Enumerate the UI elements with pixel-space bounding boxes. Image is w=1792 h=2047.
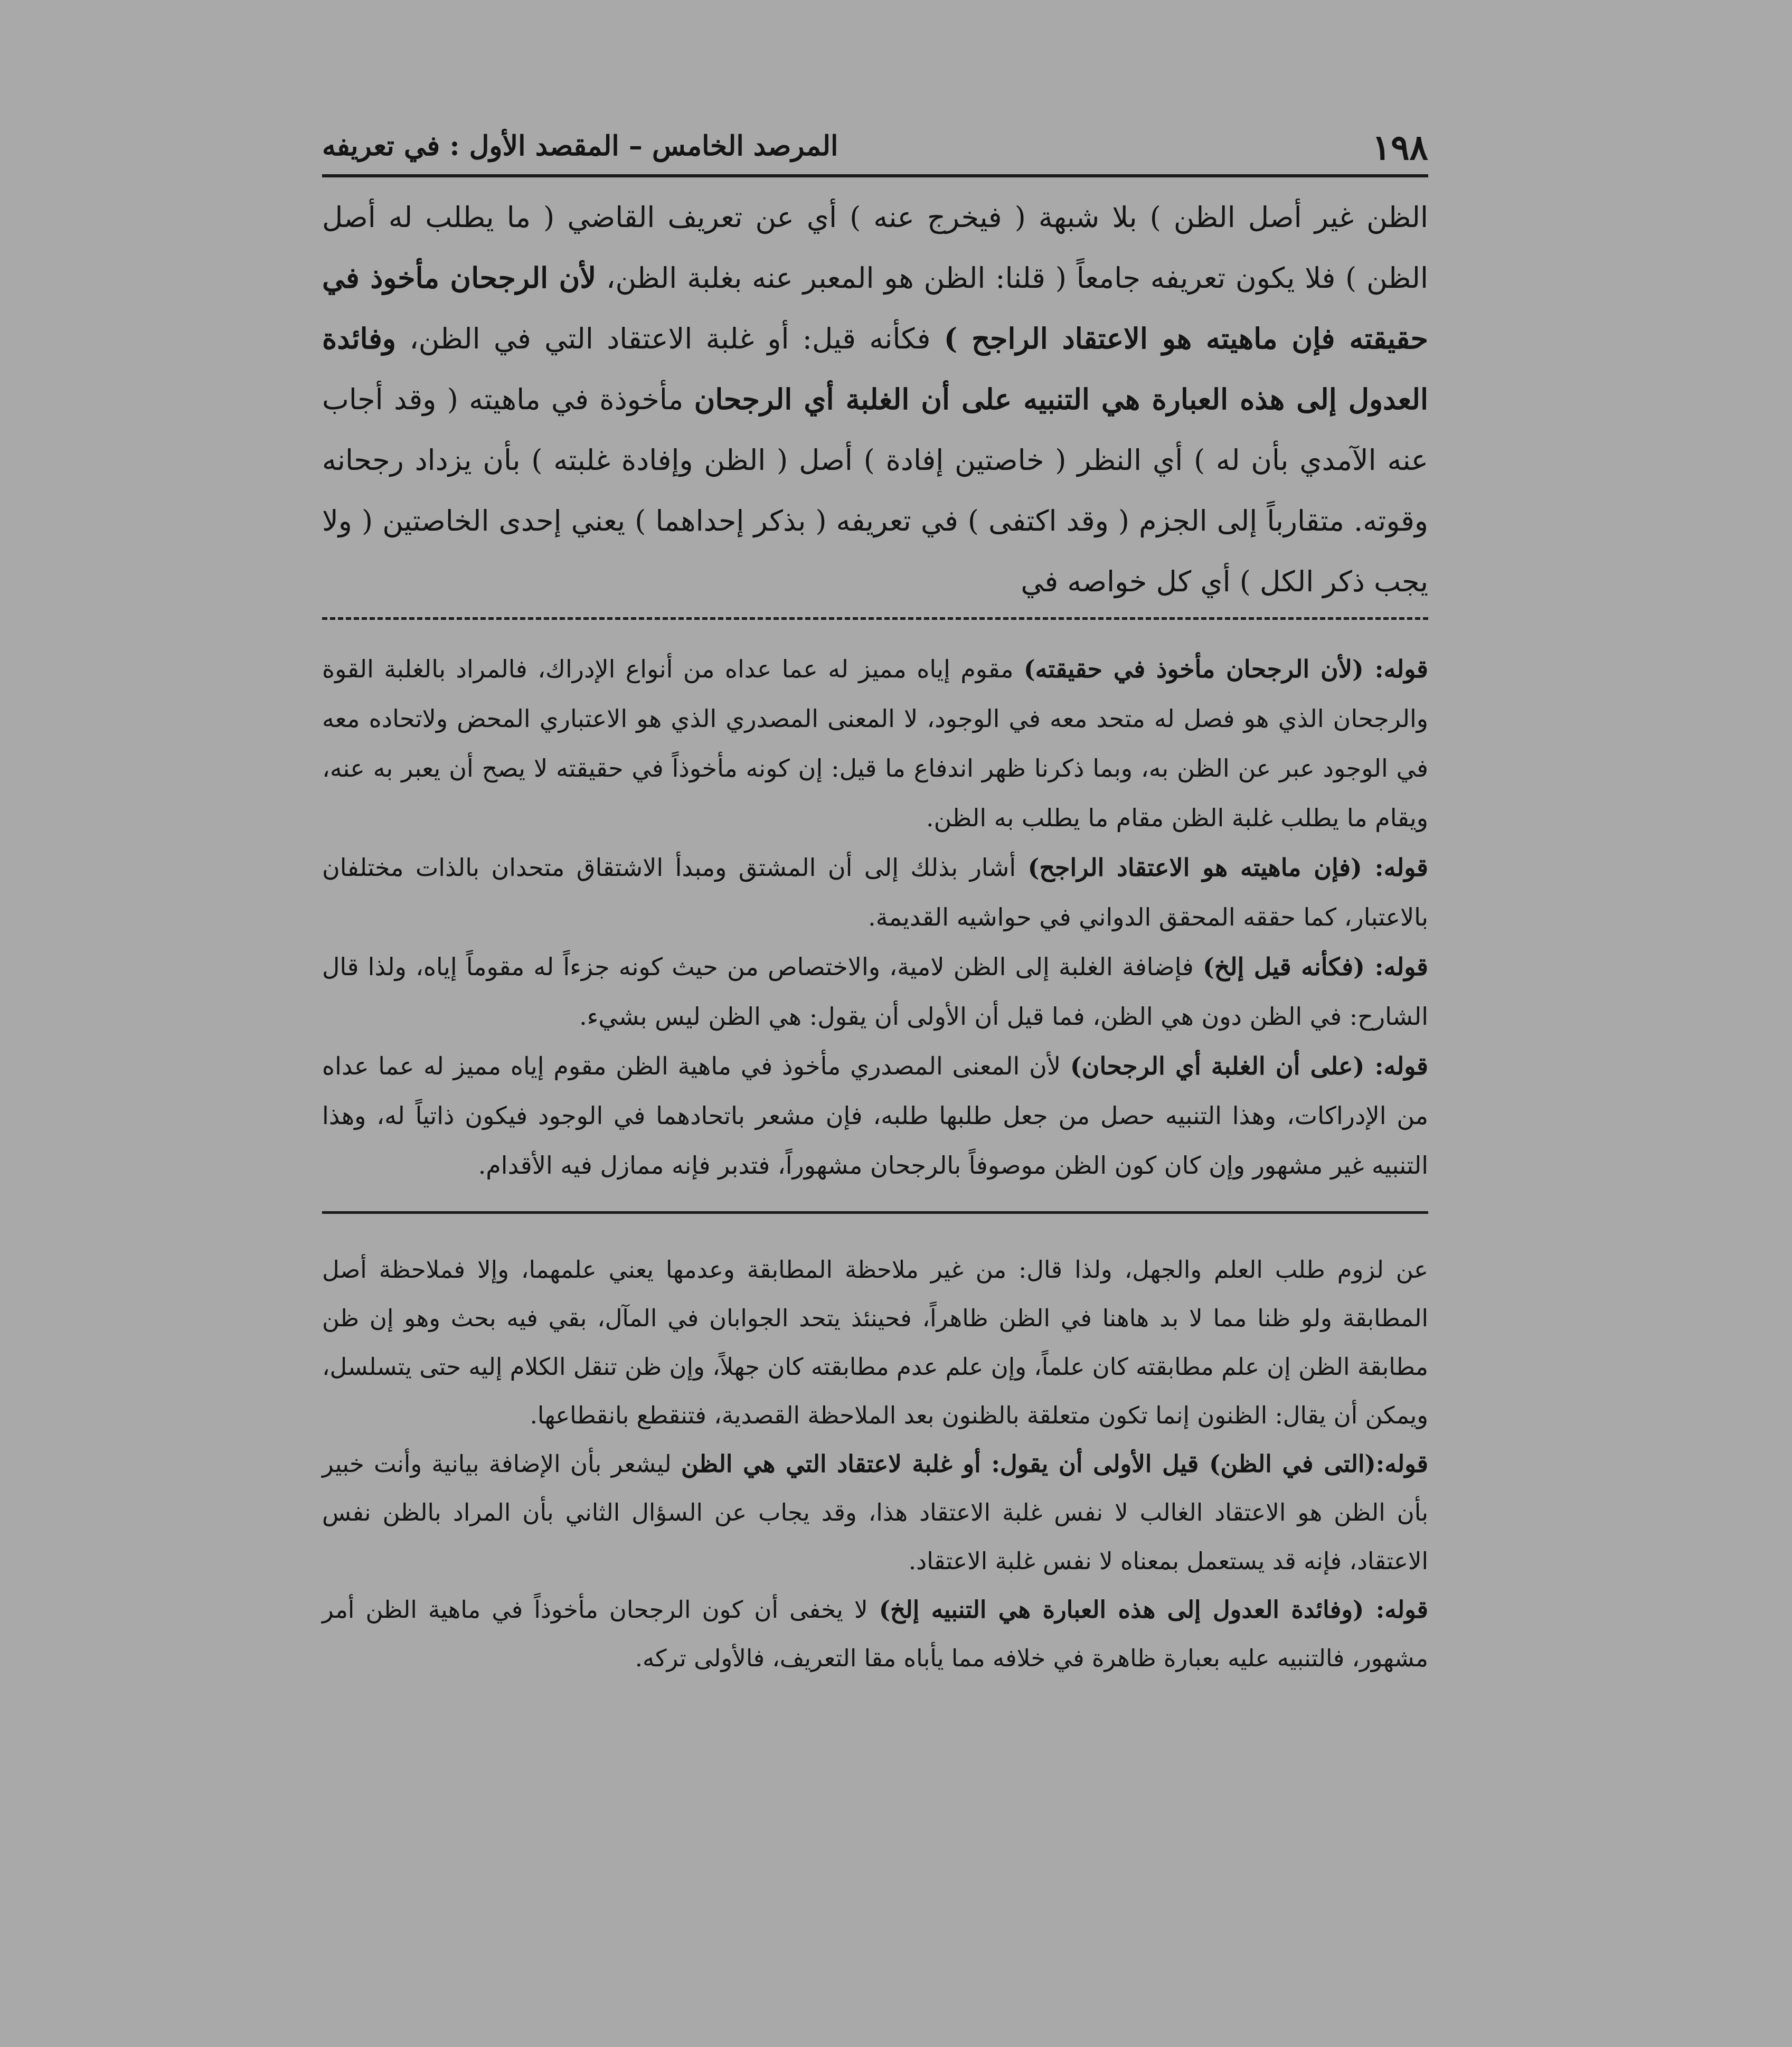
footnote-paragraph <box>322 1246 1428 1440</box>
dashed-separator <box>322 617 1428 620</box>
footnote-paragraph <box>322 1586 1428 1683</box>
footnote-section <box>322 1246 1428 1683</box>
commentary-text: أشار بذلك إلى أن المشتق ومبدأ الاشتقاق متحدان بالذات مختلفان بالاعتبار، كما حققه المحقق الدواني في حواشيه القديمة. <box>322 853 1428 931</box>
footnote-paragraph <box>322 1440 1428 1586</box>
main-text <box>322 187 1428 612</box>
commentary-paragraph <box>322 644 1428 843</box>
page-header <box>322 111 1428 177</box>
commentary-lead: قوله: (فكأنه قيل إلخ) <box>1203 952 1428 981</box>
commentary-text: مقوم إياه مميز له عما عداه من أنواع الإدراك، فالمراد بالغلبة القوة والرجحان الذي هو فصل له متحد معه في الوجود، لا المعنى المصدري الذي هو الاعتباري المحض ولاتحاده معه في الوجود عبر عن الظن به، وبما ذكرنا ظهر اندفاع ما قيل: إن كونه مأخوذاً في حقيقته لا يصح أن يعبر به عنه، ويقام ما يطلب غلبة الظن مقام ما يطلب به الظن. <box>322 655 1428 832</box>
book-page <box>322 111 1428 1683</box>
commentary-paragraph <box>322 942 1428 1041</box>
commentary-text: لأن المعنى المصدري مأخوذ في ماهية الظن مقوم إياه مميز له عما عداه من الإدراكات، وهذا التنبيه حصل من جعل طلبها طلبه، فإن مشعر باتحادهما في الوجود فيكون ذاتياً له، وهذا التنبيه غير مشهور وإن كان كون الظن موصوفاً بالرجحان مشهوراً، فتدبر فإنه ممازل فيه الأقدام. <box>322 1052 1428 1180</box>
page-number: ١٩٨ <box>1372 127 1428 168</box>
footnote-text: ليشعر بأن الإضافة بيانية وأنت خبير بأن الظن هو الاعتقاد الغالب لا نفس غلبة الاعتقاد هذا، وقد يجاب عن السؤال الثاني بأن المراد بالظن نفس الاعتقاد، فإنه قد يستعمل بمعناه لا نفس غلبة الاعتقاد. <box>322 1450 1428 1575</box>
main-text-segment: فكأنه قيل: أو غلبة الاعتقاد التي في الظن، <box>396 322 944 355</box>
commentary-paragraph <box>322 843 1428 942</box>
footnote-lead: قوله:(التى في الظن) قيل الأولى أن يقول: أو غلبة لاعتقاد التي هي الظن <box>681 1450 1428 1478</box>
footnote-text: لا يخفى أن كون الرجحان مأخوذاً في ماهية الظن أمر مشهور، فالتنبيه عليه بعبارة ظاهرة في خلافه مما يأباه مقا التعريف، فالأولى تركه. <box>322 1596 1428 1672</box>
main-text-bold: وفائدة العدول إلى هذه العبارة هي التنبيه على أن الغلبة أي الرجحان <box>322 322 1428 416</box>
commentary-section <box>322 644 1428 1190</box>
commentary-text: فإضافة الغلبة إلى الظن لامية، والاختصاص من حيث كونه جزءاً له مقوماً إياه، ولذا قال الشارح: في الظن دون هي الظن، فما قيل أن الأولى أن يقول: هي الظن ليس بشيء. <box>322 952 1428 1031</box>
main-text-bold: لأن الرجحان مأخوذ في حقيقته فإن ماهيته هو الاعتقاد الراجح ) <box>322 261 1428 355</box>
commentary-lead: قوله: (على أن الغلبة أي الرجحان) <box>1070 1052 1428 1080</box>
footnote-lead: قوله: (وفائدة العدول إلى هذه العبارة هي التنبيه إلخ) <box>879 1596 1428 1624</box>
commentary-lead: قوله: (فإن ماهيته هو الاعتقاد الراجح) <box>1027 853 1428 882</box>
main-text-segment: مأخوذة في ماهيته ( وقد أجاب عنه الآمدي بأن له ) أي النظر ( خاصتين إفادة ) أصل ( الظن وإفادة غلبته ) بأن يزداد رجحانه وقوته. متقارباً إلى الجزم ( وقد اكتفى ) في تعريفه ( بذكر إحداهما ) يعني إحدى الخاصتين ( ولا يجب ذكر الكل ) أي كل خواصه في <box>322 383 1428 598</box>
footnote-text: عن لزوم طلب العلم والجهل، ولذا قال: من غير ملاحظة المطابقة وعدمها يعني علمهما، وإلا فملاحظة أصل المطابقة ولو ظنا مما لا بد هاهنا في الظن ظاهراً، فحينئذ يتحد الجوابان في المآل، بقي فيه بحث وهو إن ظن مطابقة الظن إن علم مطابقته كان علماً، وإن علم عدم مطابقته كان جهلاً، وإن ظن تنقل الكلام إليه حتى يتسلسل، ويمكن أن يقال: الظنون إنما تكون متعلقة بالظنون بعد الملاحظة القصدية، فتنقطع بانقطاعها. <box>322 1256 1428 1429</box>
commentary-lead: قوله: (لأن الرجحان مأخوذ في حقيقته) <box>1023 655 1429 683</box>
commentary-paragraph <box>322 1041 1428 1190</box>
main-text-segment: الظن غير أصل الظن ) بلا شبهة ( فيخرج عنه ) أي عن تعريف القاضي ( ما يطلب له أصل الظن ) فلا يكون تعريفه جامعاً ( قلنا: الظن هو المعبر عنه بغلبة الظن، <box>322 201 1428 295</box>
running-title: المرصد الخامس – المقصد الأول : في تعريفه <box>322 130 838 162</box>
footnote-separator <box>322 1211 1428 1214</box>
